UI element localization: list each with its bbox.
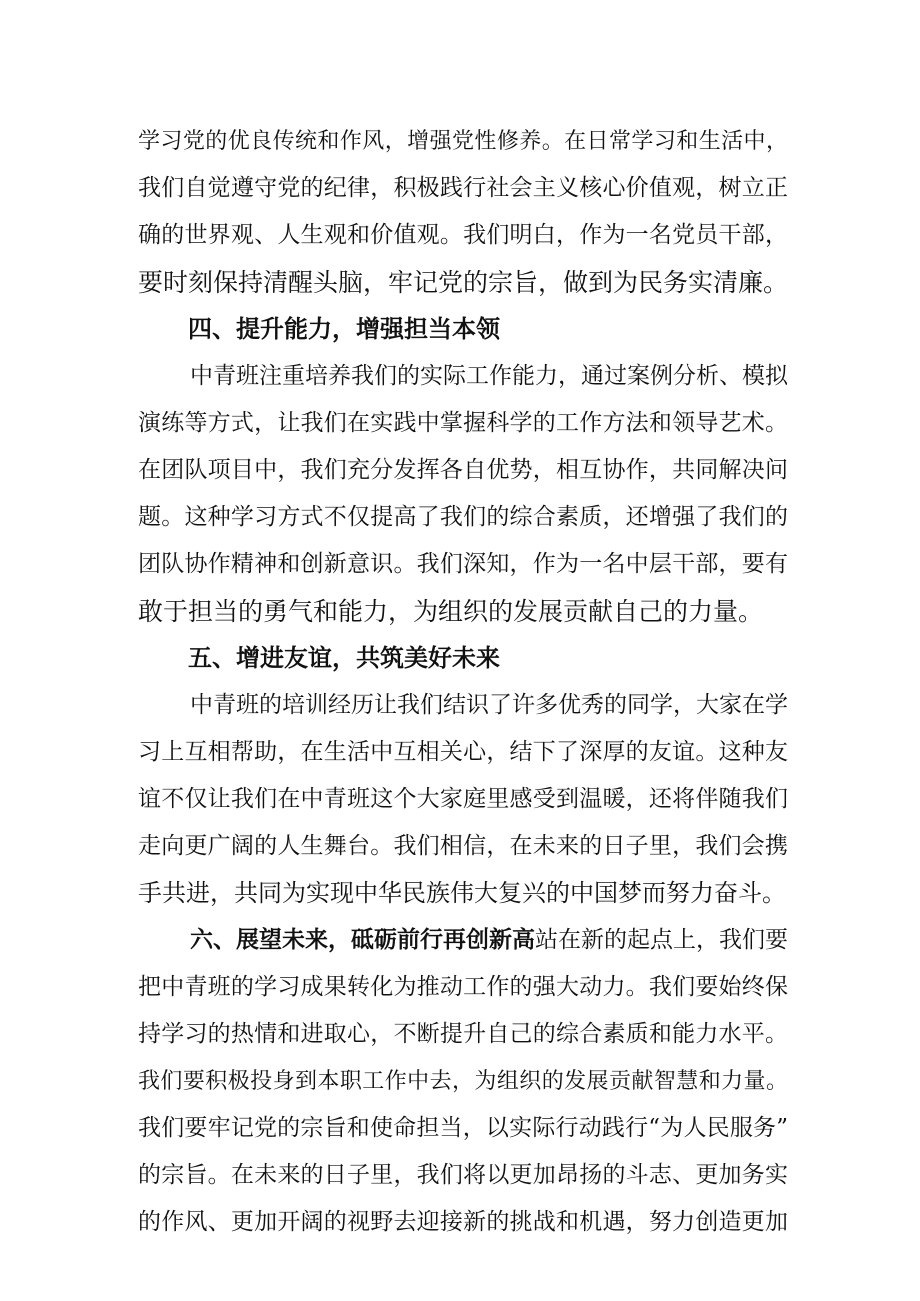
paragraph-line: 在团队项目中，我们充分发挥各自优势，相互协作，共同解决问 — [138, 457, 788, 483]
paragraph-line: 题。这种学习方式不仅提高了我们的综合素质，还增强了我们的 — [138, 504, 788, 530]
paragraph-line: 中青班注重培养我们的实际工作能力，通过案例分析、模拟 — [190, 363, 788, 389]
paragraph-line: 我们自觉遵守党的纪律，积极践行社会主义核心价值观，树立正 — [138, 175, 788, 201]
paragraph-line: 团队协作精神和创新意识。我们深知，作为一名中层干部，要有 — [138, 551, 788, 577]
section-heading-4: 四、提升能力，增强担当本领 — [188, 315, 500, 343]
paragraph-line: 的宗旨。在未来的日子里，我们将以更加昂扬的斗志、更加务实 — [138, 1162, 788, 1188]
paragraph-line: 持学习的热情和进取心，不断提升自己的综合素质和能力水平。 — [138, 1021, 788, 1047]
paragraph-line: 谊不仅让我们在中青班这个大家庭里感受到温暖，还将伴随我们 — [138, 786, 788, 812]
paragraph-line: 习上互相帮助，在生活中互相关心，结下了深厚的友谊。这种友 — [138, 739, 788, 765]
paragraph-line: 我们要积极投身到本职工作中去，为组织的发展贡献智慧和力量。 — [138, 1069, 788, 1094]
paragraph-line: 确的世界观、人生观和价值观。我们明白，作为一名党员干部， — [138, 222, 788, 248]
section-heading-6: 六、展望未来，砥砺前行再创新高 — [190, 927, 535, 953]
paragraph-line: 手共进，共同为实现中华民族伟大复兴的中国梦而努力奋斗。 — [138, 879, 786, 907]
paragraph-line: 走向更广阔的人生舞台。我们相信，在未来的日子里，我们会携 — [138, 833, 788, 859]
paragraph-line: 我们要牢记党的宗旨和使命担当，以实际行动践行“为人民服务” — [138, 1115, 788, 1141]
paragraph-line: 把中青班的学习成果转化为推动工作的强大动力。我们要始终保 — [138, 974, 788, 1000]
paragraph-text: 站在新的起点上，我们要 — [535, 927, 788, 953]
paragraph-line: 学习党的优良传统和作风，增强党性修养。在日常学习和生活中， — [138, 129, 788, 154]
paragraph-line: 中青班的培训经历让我们结识了许多优秀的同学，大家在学 — [190, 692, 788, 718]
paragraph-line: 敢于担当的勇气和能力，为组织的发展贡献自己的力量。 — [138, 597, 764, 626]
paragraph-line: 的作风、更加开阔的视野去迎接新的挑战和机遇，努力创造更加 — [138, 1209, 788, 1235]
section-6-first-line — [138, 917, 788, 964]
document-body — [138, 118, 788, 1246]
paragraph-line: 要时刻保持清醒头脑，牢记党的宗旨，做到为民务实清廉。 — [138, 268, 789, 297]
section-heading-5: 五、增进友谊，共筑美好未来 — [188, 644, 500, 672]
paragraph-line: 演练等方式，让我们在实践中掌握科学的工作方法和领导艺术。 — [138, 410, 788, 436]
